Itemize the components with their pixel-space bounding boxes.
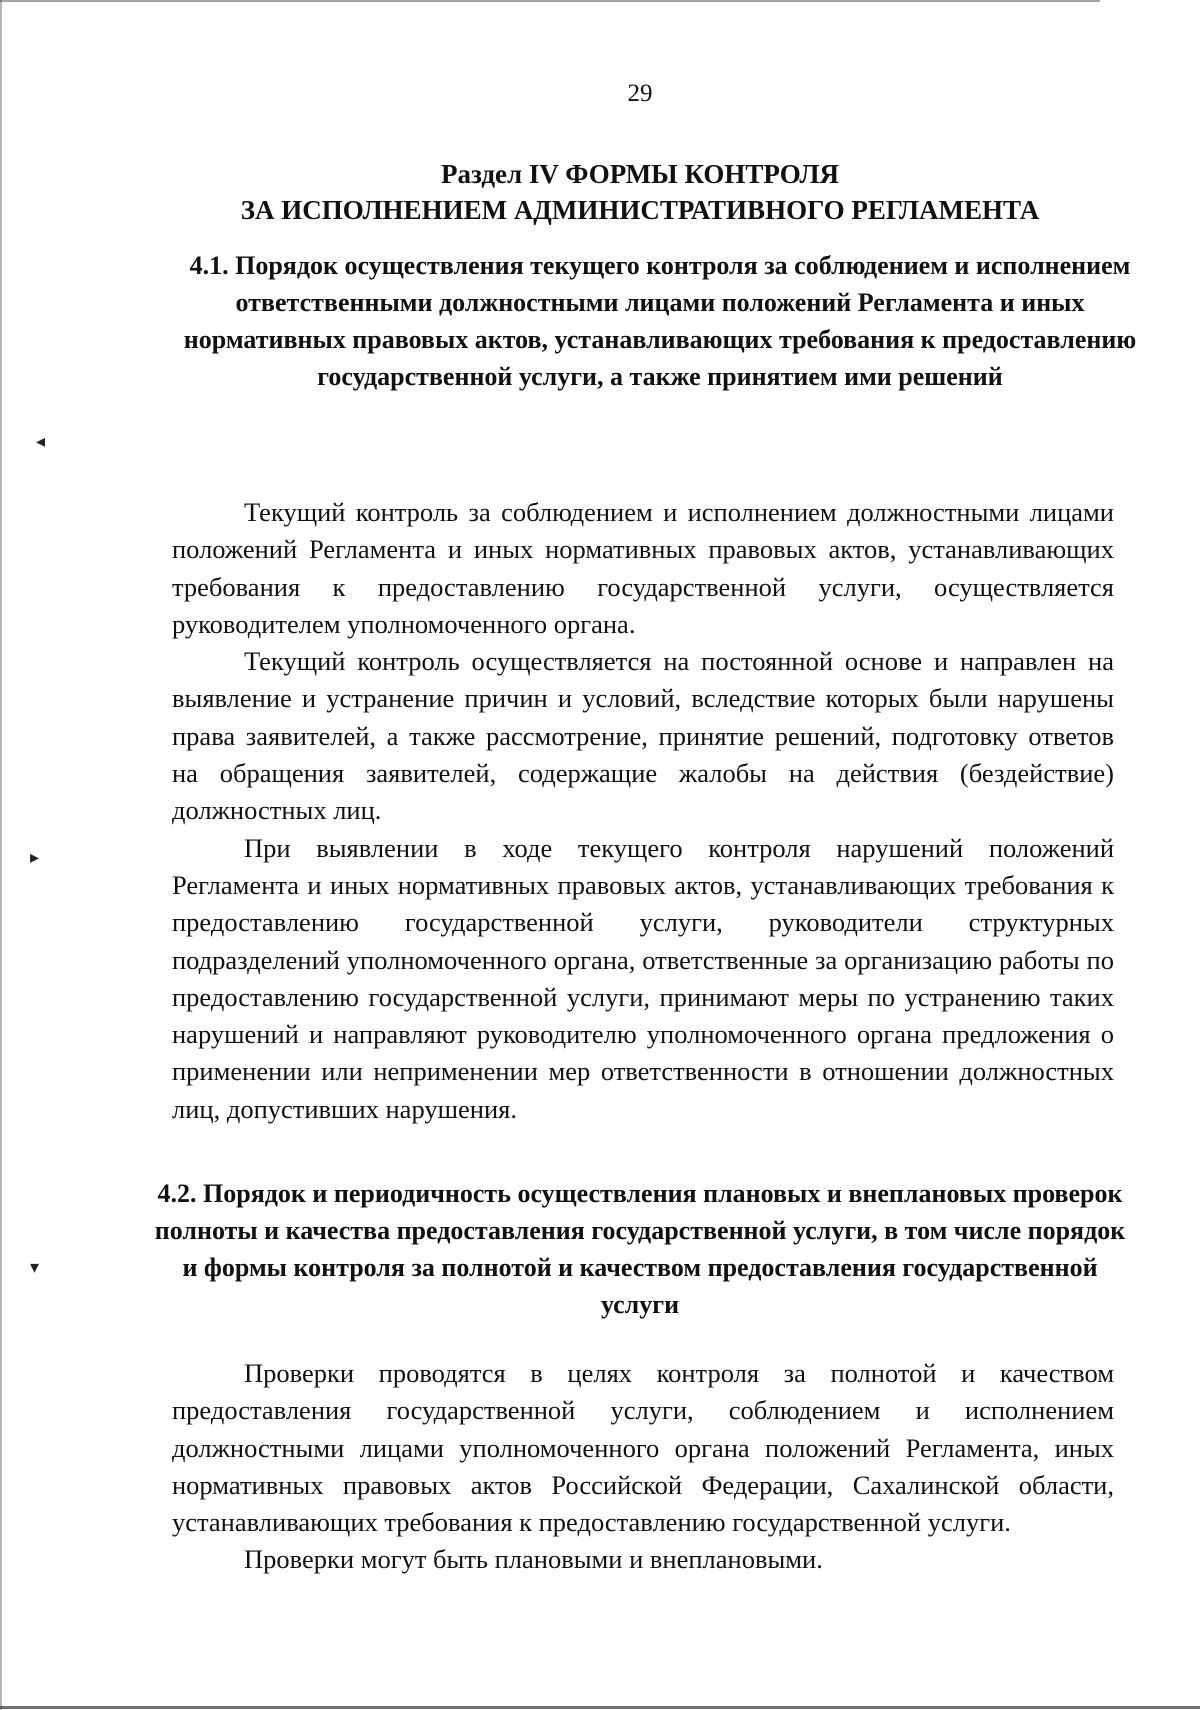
scan-edge-bottom — [0, 1706, 1200, 1709]
paragraph: Текущий контроль за соблюдением и исполнением должностными лицами положений Регламента и иных нормативных правовых актов, устанавливающих требования к предоставлению государственной услуги, осуществляется руководителем уполномоченного органа. — [172, 497, 1114, 639]
subsection-4-1-title: 4.1. Порядок осуществления текущего контроля за соблюдением и исполнением ответственными должностными лицами положений Регламента и иных нормативных правовых актов, устанавливающих требования к предоставлению государственной услуги, а также принятием ими решений — [183, 251, 1137, 391]
paragraph: Проверки могут быть плановыми и внеплановыми. — [244, 1544, 823, 1575]
section-title — [150, 156, 1130, 228]
scan-edge-left — [0, 0, 2, 1710]
subsection-4-1-body — [172, 494, 1114, 1128]
page-number: 29 — [627, 80, 653, 107]
scan-edge-top — [0, 0, 1100, 2]
scan-speck-mark: ◂ — [36, 431, 46, 451]
subsection-4-2-body — [172, 1355, 1114, 1579]
scan-speck-mark: ▾ — [30, 1257, 40, 1277]
subsection-4-2-title: 4.2. Порядок и периодичность осуществления плановых и внеплановых проверок полноты и качества предоставления государственной услуги, в том числе порядок и формы контроля за полнотой и качеством предоставления государственной услуги — [154, 1179, 1126, 1319]
paragraph: При выявлении в ходе текущего контроля нарушений положений Регламента и иных нормативных правовых актов, устанавливающих требования к предоставлению государственной услуги, руководители структурных подразделений уполномоченного органа, ответственные за организацию работы по предоставлению государственной услуги, принимают меры по устранению таких нарушений и направляют руководителю уполномоченного органа предложения о применении или неприменении мер ответственности в отношении должностных лиц, допустивших нарушения. — [172, 832, 1114, 1124]
scan-speck-mark: ▸ — [30, 847, 40, 867]
paragraph: Текущий контроль осуществляется на постоянной основе и направлен на выявление и устранение причин и условий, вследствие которых были нарушены права заявителей, а также рассмотрение, принятие решений, подготовку ответов на обращения заявителей, содержащие жалобы на действия (бездействие) должностных лиц. — [172, 646, 1114, 826]
paragraph: Проверки проводятся в целях контроля за полнотой и качеством предоставления государственной услуги, соблюдением и исполнением должностными лицами уполномоченного органа положений Регламента, иных нормативных правовых актов Российской Федерации, Сахалинской области, устанавливающих требования к предоставлению государственной услуги. — [172, 1358, 1114, 1538]
section-title-text: Раздел IV ФОРМЫ КОНТРОЛЯ ЗА ИСПОЛНЕНИЕМ АДМИНИСТРАТИВНОГО РЕГЛАМЕНТА — [240, 159, 1040, 225]
